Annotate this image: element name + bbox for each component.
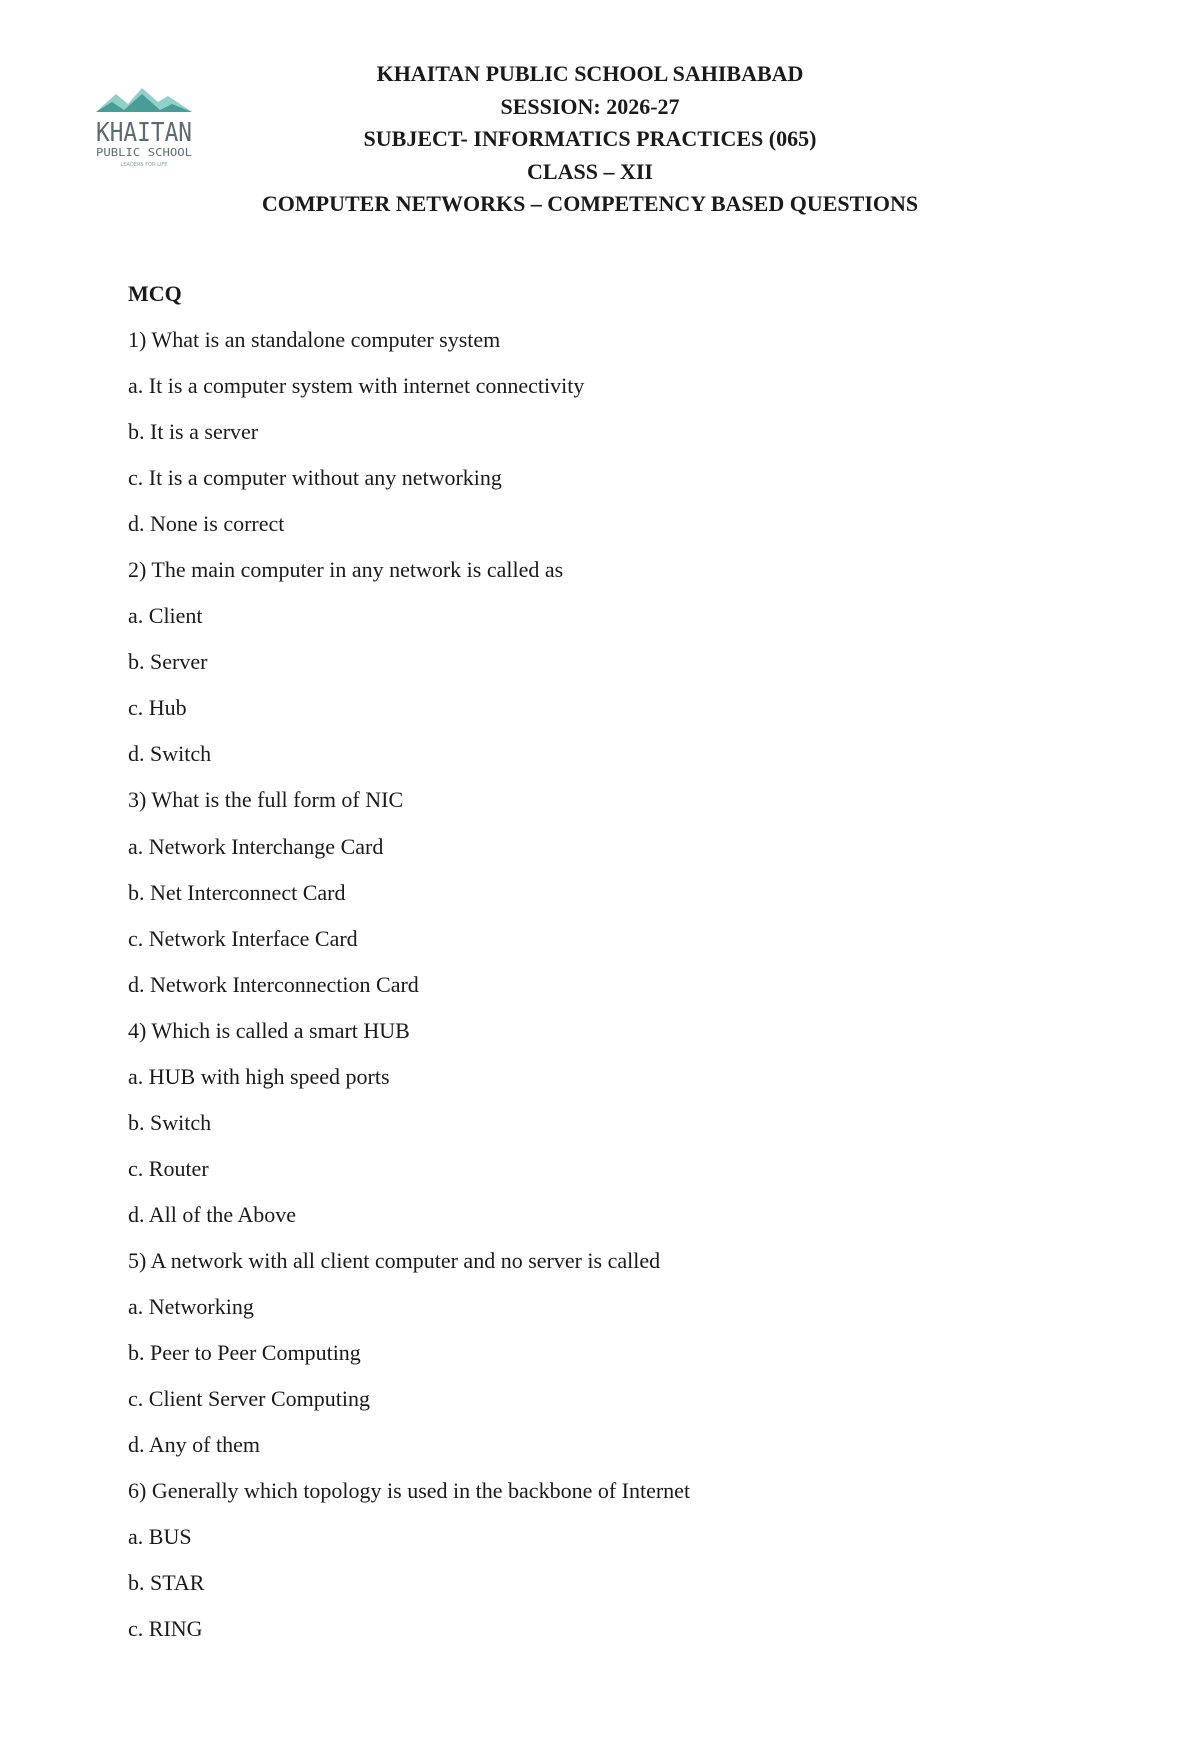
option-text: a. BUS [128,1524,192,1550]
option-text: a. HUB with high speed ports [128,1063,390,1089]
option-text: c. Network Interface Card [128,925,358,951]
logo-tagline: LEADERS FOR LIFE [120,162,168,168]
question-list [128,280,1128,1661]
question-text: 5) A network with all client computer and no server is called [128,1247,661,1273]
option-text: a. Networking [128,1293,254,1319]
school-logo [94,84,194,174]
class-line: CLASS – XII [527,158,653,184]
option-text: d. None is correct [128,511,285,537]
question-block [128,326,1128,538]
document-header [180,58,1000,221]
option-text: d. All of the Above [128,1201,297,1227]
question-text: 4) Which is called a smart HUB [128,1017,410,1043]
section-title: MCQ [128,281,182,306]
option-text: a. Network Interchange Card [128,833,384,859]
question-text: 1) What is an standalone computer system [128,327,501,352]
session-line: SESSION: 2026-27 [500,93,680,119]
school-name: KHAITAN PUBLIC SCHOOL SAHIBABAD [376,61,804,86]
option-text: b. Peer to Peer Computing [128,1340,361,1366]
option-text: b. It is a server [128,419,259,445]
question-text: 2) The main computer in any network is called as [128,557,564,583]
option-text: d. Switch [128,741,212,767]
option-text: a. Client [128,603,203,629]
option-text: c. It is a computer without any networking [128,465,502,491]
question-text: 3) What is the full form of NIC [128,787,404,813]
option-text: d. Network Interconnection Card [128,971,419,997]
subject-line: SUBJECT- INFORMATICS PRACTICES (065) [363,126,817,151]
option-text: b. Server [128,649,208,675]
option-text: b. Net Interconnect Card [128,879,346,905]
question-block [128,1247,1128,1459]
question-block [128,786,1128,998]
question-block [128,556,1128,768]
option-text: a. It is a computer system with internet connectivity [128,373,585,399]
question-text: 6) Generally which topology is used in the backbone of Internet [128,1478,691,1504]
option-text: c. Client Server Computing [128,1386,370,1412]
question-block [128,1017,1128,1229]
option-text: b. STAR [128,1570,205,1596]
option-text: c. Hub [128,695,187,721]
logo-subtext: PUBLIC SCHOOL [96,146,193,159]
option-text: b. Switch [128,1109,212,1135]
topic-line: COMPUTER NETWORKS – COMPETENCY BASED QUESTIONS [261,191,919,216]
option-text: c. RING [128,1616,203,1642]
option-text: d. Any of them [128,1432,260,1458]
option-text: c. Router [128,1155,209,1181]
logo-text: KHAITAN [96,118,192,148]
question-block [128,1477,1128,1643]
